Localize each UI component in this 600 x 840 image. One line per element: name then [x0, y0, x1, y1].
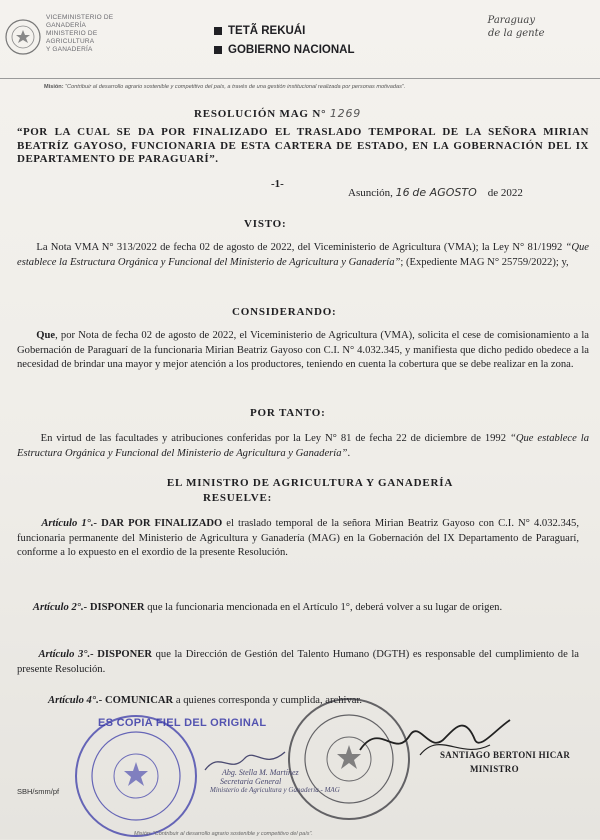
ministry-name-lines [46, 14, 113, 54]
minister-title: MINISTRO [470, 764, 519, 774]
mission-line [44, 84, 564, 90]
considerando-heading: CONSIDERANDO: [232, 306, 337, 318]
article-label: Artículo 2°.- [32, 602, 88, 613]
gov-line-guarani: TETÃ REKUÁI [228, 25, 306, 37]
article-keyword: DAR POR FINALIZADO [101, 518, 223, 529]
brand-logo [478, 14, 545, 40]
visto-text-end: ; (Expediente MAG N° 25759/2022); y, [400, 256, 569, 268]
article-text: que la Dirección de Gestión del Talento Humano (DGTH) es responsable del cumplimiento de la presente Resolución. [17, 649, 579, 675]
ministry-line: VICEMINISTERIO DE [46, 14, 114, 21]
page-number: -1- [271, 178, 284, 190]
date-prefix: Asunción, [348, 187, 393, 199]
resolution-date [348, 186, 523, 199]
article-keyword: COMUNICAR [104, 695, 174, 706]
por-tanto-law-title: “Que establece la Estructura Orgánica y Funcional del Ministerio de Agricultura y Ganadería” [17, 433, 590, 459]
article-keyword: DISPONER [89, 602, 145, 613]
article-1 [17, 517, 579, 561]
date-year: de 2022 [487, 187, 523, 199]
resolution-number-value: 1269 [329, 107, 362, 120]
article-label: Artículo 3°.- [38, 649, 94, 660]
mission-label: Misión: [44, 84, 64, 90]
ministry-seal-logo [4, 18, 42, 56]
government-block [214, 22, 355, 60]
clerk-org: Ministerio de Agricultura y Ganadería - MAG [210, 786, 340, 794]
por-tanto-paragraph [17, 432, 589, 461]
article-keyword: DISPONER [97, 649, 153, 660]
por-tanto-text-end: . [347, 447, 351, 459]
clerk-name: Abg. Stella M. Martínez [222, 768, 299, 777]
resuelve-heading: RESUELVE: [203, 492, 273, 504]
por-tanto-text: En virtud de las facultades y atribuciones conferidas por la Ley N° 81 de fecha 22 de diciembre de 1992 [40, 433, 510, 444]
ministry-line: MINISTERIO DE [46, 30, 98, 37]
article-label: Artículo 1°.- [41, 518, 98, 529]
article-2 [17, 601, 579, 616]
resolution-number-label: RESOLUCIÓN MAG N° [194, 108, 330, 120]
minister-name: SANTIAGO BERTONI HICAR [440, 750, 571, 760]
visto-law-title: “Que establece la Estructura Orgánica y Funcional del Ministerio de Agricultura y Ganadería” [17, 242, 590, 268]
initials-reference: SBH/smm/pf [17, 787, 60, 796]
date-day: 16 [395, 186, 410, 199]
por-tanto-heading: POR TANTO: [250, 407, 326, 419]
copy-stamp-text: ES COPIA FIEL DEL ORIGINAL [98, 717, 267, 729]
gov-line-spanish: GOBIERNO NACIONAL [228, 44, 355, 56]
resolution-number [194, 107, 361, 120]
considerando-paragraph [17, 329, 589, 373]
considerando-text: , por Nota de fecha 02 de agosto de 2022, el Viceministerio de Agricultura (VMA), solicita el cese de comisionamiento a la Gobernación de Paraguarí de la funcionaria Mirian Beatriz Gayoso con C.I. N° 4.032.345, y manifiesta que dicho pedido obedece a la necesidad de brindar una mayor y mejor atención a los productores, teniendo en cuenta la cobertura que se debe realizar en la zona. [17, 330, 589, 370]
article-label: Artículo 4°.- [48, 695, 103, 706]
article-text: que la funcionaria mencionada en el Artículo 1°, deberá volver a su lugar de origen. [144, 602, 503, 613]
square-bullet-icon [214, 27, 222, 35]
header-divider [0, 78, 600, 79]
clerk-role: Secretaria General [220, 777, 282, 786]
footer-mission: Misión: “Contribuir al desarrollo agrario sostenible y competitivo del país”. [134, 831, 313, 837]
visto-paragraph [17, 241, 589, 270]
visto-heading: VISTO: [244, 218, 287, 230]
letterhead [0, 0, 600, 92]
minister-heading: EL MINISTRO DE AGRICULTURA Y GANADERÍA [166, 477, 454, 489]
resolution-title: “POR LA CUAL SE DA POR FINALIZADO EL TRASLADO TEMPORAL DE LA SEÑORA MIRIAN BEATRÍZ GAYOSO, FUNCIONARIA DE ESTA CARTERA DE ESTADO, EN LA GOBERNACIÓN DEL IX DEPARTAMENTO DE PARAGUARÍ”. [17, 126, 589, 165]
brand-line: Paraguay [487, 15, 535, 26]
considerando-lead: Que [36, 330, 56, 341]
ministry-line: AGRICULTURA [46, 38, 95, 45]
mission-text: “Contribuir al desarrollo agrario sostenible y competitivo del país, a través de una gestión institucional realizada por personas motivadas”. [65, 84, 406, 90]
article-text: el traslado temporal de la señora Mirian Beatriz Gayoso con C.I. N° 4.032.345, funcionaria permanente del Ministerio de Agricultura y Ganadería (MAG) en la Gobernación del IX Departamento de Paraguarí, conforme a lo expuesto en el exordio de la presente Resolución. [17, 518, 579, 558]
visto-text: La Nota VMA N° 313/2022 de fecha 02 de agosto de 2022, del Viceministerio de Agricultura (VMA); la Ley N° 81/1992 [36, 242, 566, 253]
ministry-line: GANADERÍA [46, 22, 87, 29]
brand-line: de la gente [488, 28, 545, 39]
ministry-line: Y GANADERÍA [46, 46, 93, 53]
article-text: a quienes corresponda y cumplida, archivar. [173, 695, 363, 706]
square-bullet-icon [214, 46, 222, 54]
article-3 [17, 648, 579, 677]
date-month: de AGOSTO [412, 186, 477, 199]
secretaria-general-seal-icon [72, 712, 200, 840]
